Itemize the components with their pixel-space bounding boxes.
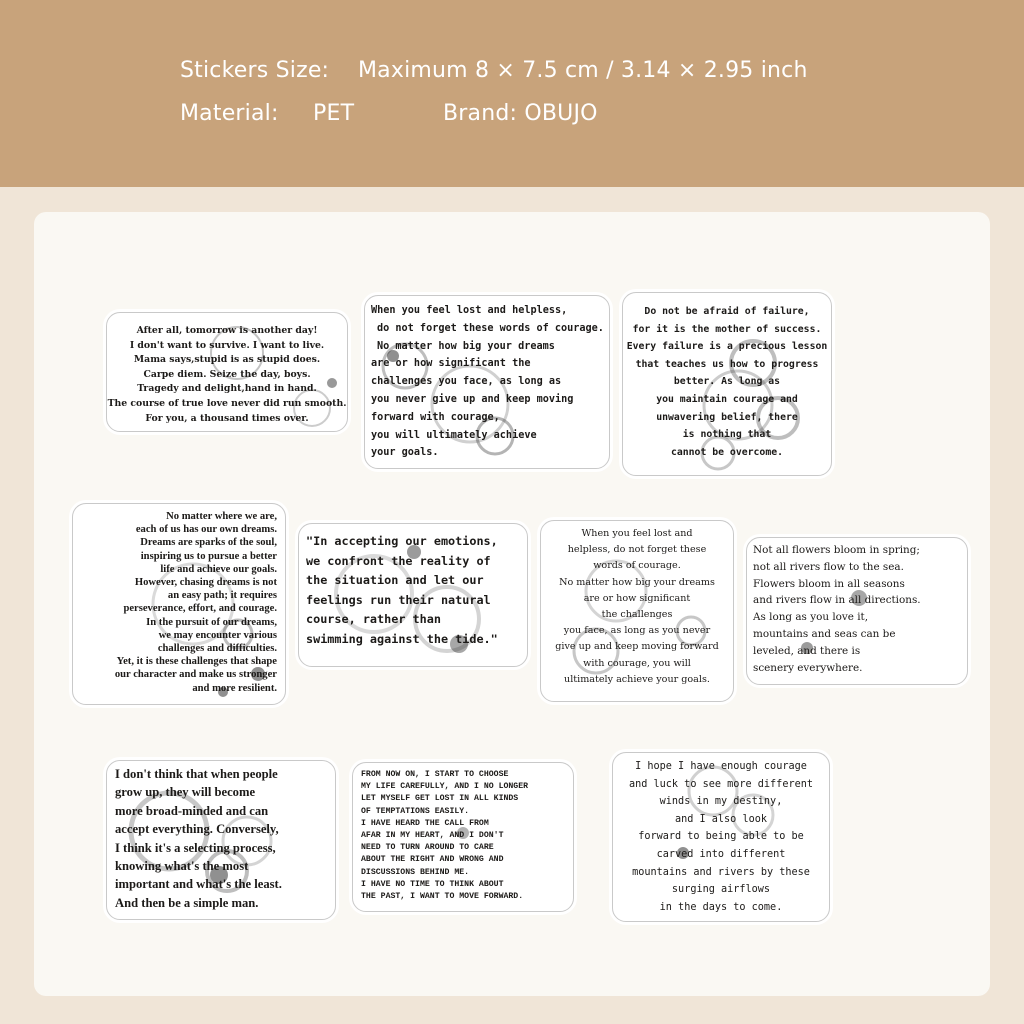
quote-line: swimming against the tide."	[306, 631, 498, 646]
quote-line: important and what's the least.	[115, 877, 282, 892]
sticker-2	[364, 295, 610, 469]
quote-line: ultimately achieve your goals.	[564, 673, 710, 685]
quote-line: Flowers bloom in all seasons	[753, 577, 905, 590]
sticker-6	[540, 520, 734, 702]
quote-line: Do not be afraid of failure,	[644, 306, 810, 317]
sticker-9	[352, 762, 574, 912]
quote-line: NEED TO TURN AROUND TO CARE	[361, 843, 494, 853]
quote-line: However, chasing dreams is not	[134, 577, 277, 589]
quote-line: you will ultimately achieve	[371, 429, 537, 441]
size-label: Stickers Size:	[180, 58, 330, 83]
quote-line: that teaches us how to progress	[635, 358, 819, 370]
quote-line: Not all flowers bloom in spring;	[753, 544, 920, 556]
quote-line: leveled, and there is	[753, 644, 861, 657]
quote-line: OF TEMPTATIONS EASILY.	[361, 806, 470, 816]
quote-line: are or how significant	[583, 592, 691, 604]
sticker-3	[622, 292, 832, 476]
header-banner	[0, 0, 1024, 187]
quote-line: better. As long as	[673, 376, 781, 388]
quote-line: your goals.	[371, 447, 439, 459]
quote-line: carved into different	[656, 848, 786, 860]
quote-line: Mama says,stupid is as stupid does.	[133, 354, 321, 366]
quote-line: As long as you love it,	[753, 611, 869, 624]
quote-line: No matter how big your dreams	[559, 576, 715, 588]
material-value: PET	[313, 101, 355, 126]
quote-line: with courage, you will	[583, 657, 691, 669]
quote-line: Dreams are sparks of the soul,	[140, 537, 277, 549]
sticker-8	[106, 760, 336, 920]
quote-line: After all, tomorrow is another day!	[136, 325, 318, 336]
sticker-text	[541, 521, 733, 701]
quote-line: LET MYSELF GET LOST IN ALL KINDS	[361, 794, 519, 804]
quote-line: AFAR IN MY HEART, AND I DON'T	[361, 831, 504, 841]
quote-line: DISCUSSIONS BEHIND ME.	[361, 867, 470, 877]
quote-line: ABOUT THE RIGHT AND WRONG AND	[361, 855, 504, 865]
quote-line: and luck to see more different	[628, 778, 813, 790]
quote-line: more broad-minded and can	[115, 803, 269, 818]
quote-line: mountains and seas can be	[753, 627, 896, 640]
quote-line: in the days to come.	[659, 901, 783, 913]
quote-line: each of us has our own dreams.	[135, 524, 277, 536]
quote-line: No matter how big your dreams	[377, 340, 555, 352]
sticker-10	[612, 752, 830, 922]
quote-line: grow up, they will become	[115, 785, 256, 800]
quote-line: words of courage.	[593, 560, 681, 572]
quote-line: MY LIFE CAREFULLY, AND I NO LONGER	[361, 782, 529, 792]
brand-text: Brand: OBUJO	[443, 101, 598, 126]
quote-line: helpless, do not forget these	[567, 544, 707, 556]
quote-line: And then be a simple man.	[115, 895, 259, 910]
quote-line: you maintain courage and	[656, 393, 798, 405]
quote-line: you face, as long as you never	[563, 625, 711, 637]
quote-line: mountains and rivers by these	[632, 866, 810, 878]
quote-line: course, rather than	[306, 612, 441, 627]
quote-line: not all rivers flow to the sea.	[753, 560, 904, 573]
sticker-text	[107, 761, 335, 919]
quote-line: surging airflows	[671, 884, 771, 896]
quote-line: we confront the reality of	[306, 553, 491, 568]
quote-line: do not forget these words of courage.	[377, 322, 604, 334]
sticker-text	[613, 753, 829, 921]
quote-line: the situation and let our	[306, 573, 484, 588]
quote-line: When you feel lost and	[581, 528, 693, 539]
quote-line: give up and keep moving forward	[555, 641, 719, 653]
quote-line: for it is the mother of success.	[632, 323, 822, 335]
quote-line: THE PAST, I WANT TO MOVE FORWARD.	[361, 892, 524, 902]
sticker-text	[353, 763, 573, 911]
sticker-text	[299, 524, 527, 666]
quote-line: feelings run their natural	[306, 592, 491, 607]
quote-line: In the pursuit of our dreams,	[146, 616, 277, 628]
quote-line: we may encounter various	[158, 629, 277, 641]
quote-line: the challenges	[601, 609, 673, 621]
quote-line: I HAVE NO TIME TO THINK ABOUT	[361, 879, 504, 889]
quote-line: I don't think that when people	[115, 767, 278, 781]
quote-line: The course of true love never did run smooth.	[107, 397, 347, 409]
quote-line: winds in my destiny,	[659, 796, 783, 808]
quote-line: scenery everywhere.	[753, 661, 863, 674]
quote-line: you never give up and keep moving	[371, 393, 574, 405]
quote-line: cannot be overcome.	[670, 446, 784, 458]
quote-line: life and achieve our goals.	[160, 563, 277, 575]
quote-line: I think it's a selecting process,	[115, 840, 276, 855]
quote-line: forward with courage,	[371, 411, 500, 423]
sticker-5	[298, 523, 528, 667]
sticker-text	[365, 296, 609, 468]
quote-line: "In accepting our emotions,	[306, 534, 498, 548]
quote-line: When you feel lost and helpless,	[371, 305, 568, 316]
quote-line: are or how significant the	[371, 358, 531, 370]
size-value: Maximum 8 × 7.5 cm / 3.14 × 2.95 inch	[358, 58, 808, 83]
sticker-text	[73, 504, 285, 704]
quote-line: inspiring us to pursue a better	[140, 550, 277, 562]
quote-line: and I also look	[674, 813, 767, 825]
quote-line: knowing what's the most	[115, 859, 249, 874]
quote-line: I hope I have enough courage	[635, 761, 807, 772]
sticker-text	[623, 293, 831, 475]
sticker-text	[747, 538, 967, 684]
quote-line: forward to being able to be	[638, 831, 804, 843]
quote-line: I HAVE HEARD THE CALL FROM	[361, 818, 489, 828]
quote-line: accept everything. Conversely,	[115, 822, 279, 837]
quote-line: For you, a thousand times over.	[145, 412, 309, 424]
quote-line: perseverance, effort, and courage.	[123, 603, 277, 615]
quote-line: Carpe diem. Seize the day, boys.	[143, 368, 311, 380]
quote-line: Tragedy and delight,hand in hand.	[137, 383, 317, 395]
quote-line: is nothing that	[682, 429, 772, 441]
quote-line: Yet, it is these challenges that shape	[116, 656, 277, 668]
quote-line: No matter where we are,	[166, 511, 277, 522]
quote-line: our character and make us stronger	[114, 669, 277, 681]
material-label: Material:	[180, 101, 279, 126]
quote-line: FROM NOW ON, I START TO CHOOSE	[361, 770, 509, 779]
quote-line: challenges and difficulties.	[157, 643, 277, 655]
quote-line: I don't want to survive. I want to live.	[129, 339, 325, 351]
quote-line: challenges you face, as long as	[371, 376, 562, 388]
sticker-7	[746, 537, 968, 685]
quote-line: and more resilient.	[192, 682, 277, 694]
quote-line: and rivers flow in all directions.	[753, 594, 921, 607]
quote-line: unwavering belief, there	[656, 411, 798, 423]
sticker-text	[107, 313, 347, 431]
quote-line: Every failure is a precious lesson	[626, 341, 828, 353]
sticker-1	[106, 312, 348, 432]
sticker-4	[72, 503, 286, 705]
quote-line: an easy path; it requires	[167, 590, 277, 602]
